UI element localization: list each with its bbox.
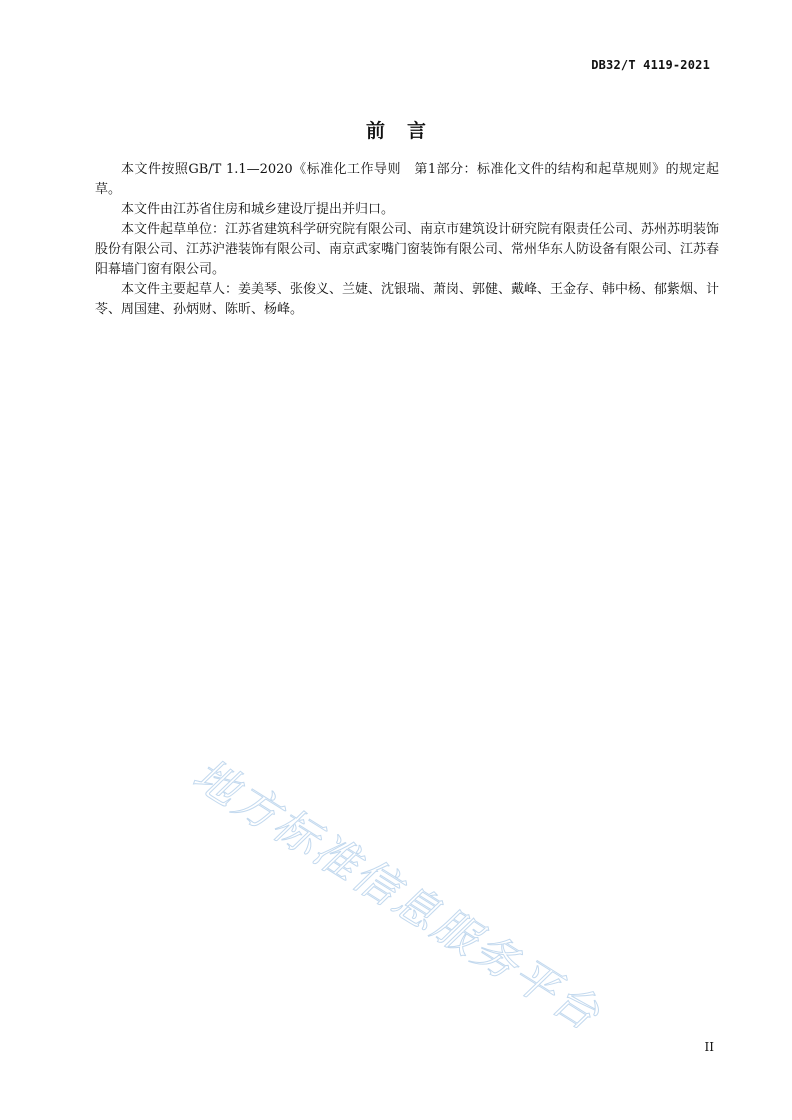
page-number: II [704,1040,714,1054]
foreword-paragraph-drafters: 本文件主要起草人：姜美琴、张俊义、兰婕、沈银瑞、萧岗、郭健、戴峰、王金存、韩中杨、郁紫烟、计苓、周国建、孙炳财、陈昕、杨峰。 [95,282,720,317]
watermark: 地方标准信息服务平台 [184,749,610,1042]
foreword-paragraph-proposer: 本文件由江苏省住房和城乡建设厅提出并归口。 [121,202,395,217]
document-code: DB32/T 4119-2021 [591,58,710,72]
foreword-paragraph-drafting-rules: 本文件按照GB/T 1.1—2020《标准化工作导则 第1部分：标准化文件的结构和起草规则》的规定起草。 [95,162,719,197]
foreword-body [95,160,719,320]
foreword-paragraph-drafting-units: 本文件起草单位：江苏省建筑科学研究院有限公司、南京市建筑设计研究院有限责任公司、苏州苏明装饰股份有限公司、江苏沪港装饰有限公司、南京武家嘴门窗装饰有限公司、常州华东人防设备有限公司、江苏春阳幕墙门窗有限公司。 [95,222,720,277]
page-title: 前言 [365,120,448,142]
